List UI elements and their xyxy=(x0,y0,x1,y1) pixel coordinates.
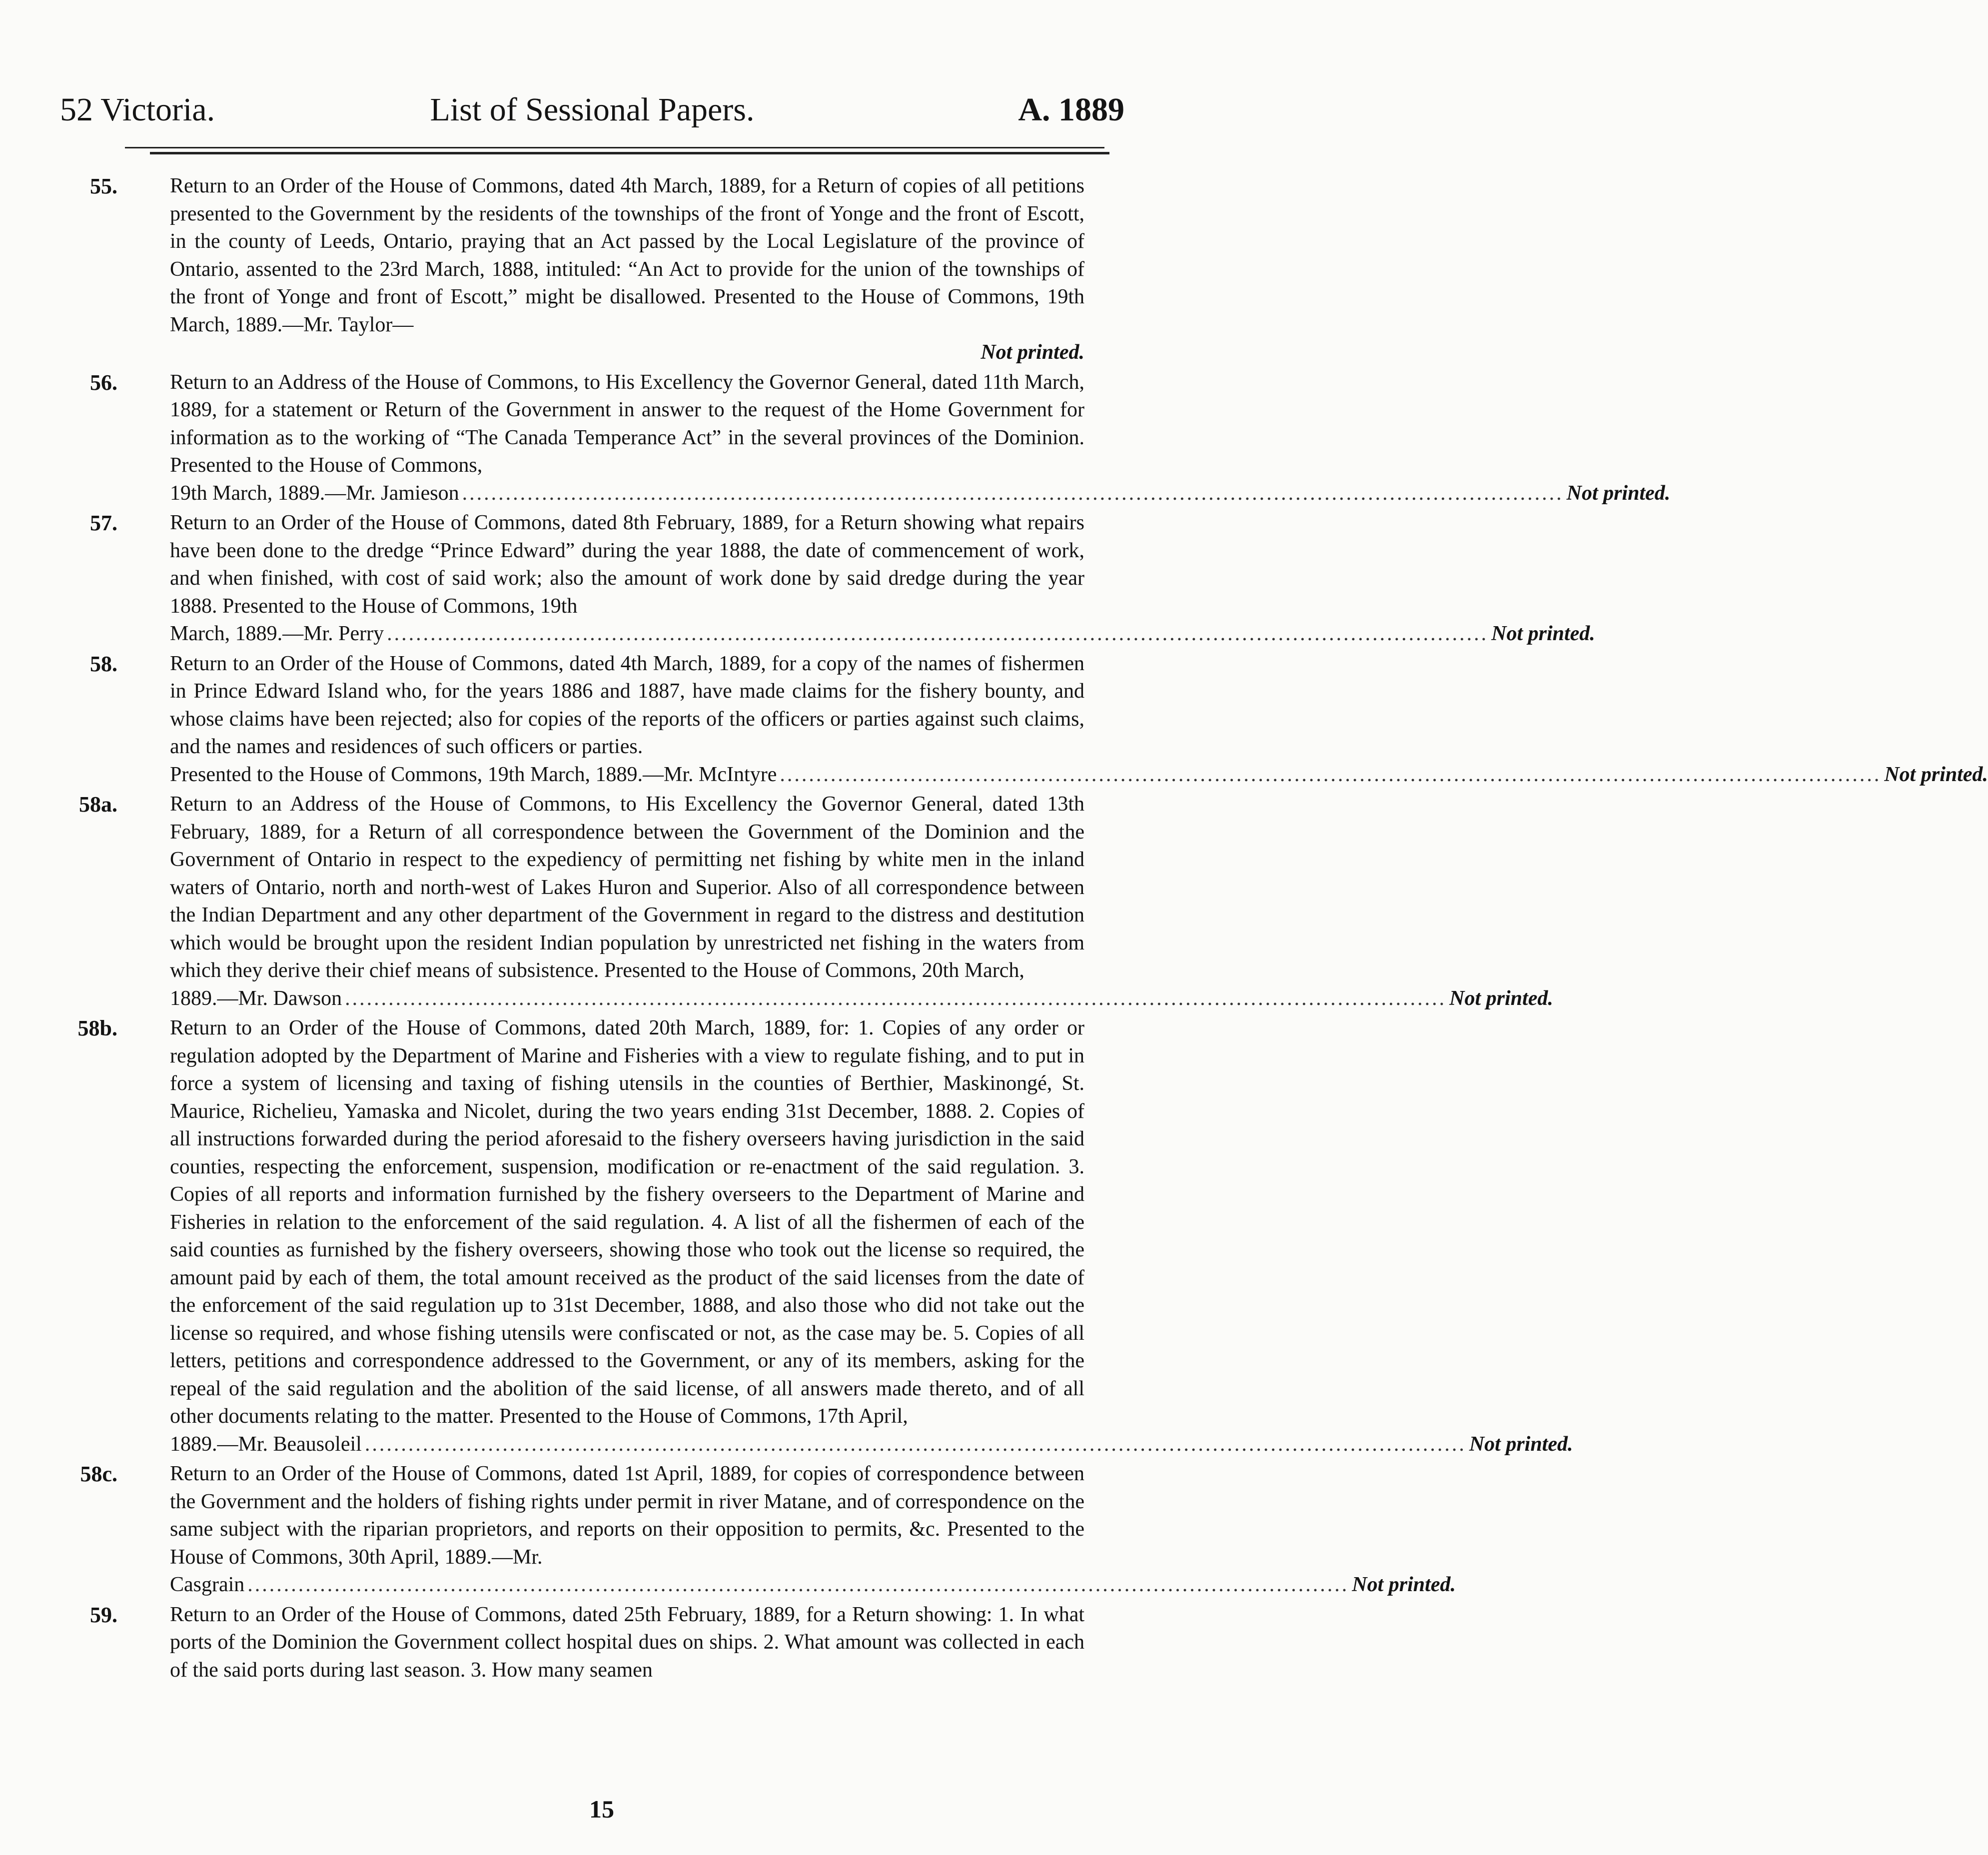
entry-56 xyxy=(90,369,1671,508)
header-year: A. 1889 xyxy=(1018,91,1124,128)
entry-57 xyxy=(90,509,1595,648)
entry-number: 57. xyxy=(90,511,117,535)
dot-leader: ........................................................................................................................................................ xyxy=(462,481,1564,505)
entry-presenter: Presented to the House of Commons, 19th March, 1889.—Mr. McIntyre xyxy=(170,763,777,786)
entry-58 xyxy=(90,650,1988,789)
entry-number: 55. xyxy=(90,174,117,198)
entry-58c xyxy=(80,1460,1456,1599)
entry-number: 58b. xyxy=(77,1016,117,1040)
header-rule-thin xyxy=(125,147,1104,148)
entry-text: Return to an Order of the House of Commons, dated 8th February, 1889, for a Return showing what repairs have been done to the dredge “Prince Edward” during the year 1888, the date of commencement of work, and when finished, with cost of said work; also the amount of work done by said dredge during the year 1888. Presented to the House of Commons, 19th xyxy=(170,511,1084,618)
entry-number: 58. xyxy=(90,651,117,676)
sessional-papers-list xyxy=(77,172,1988,1686)
header-session: 52 Victoria. xyxy=(60,91,215,128)
entry-presenter: 19th March, 1889.—Mr. Jamieson xyxy=(170,481,459,505)
entry-ending xyxy=(170,620,1595,648)
entry-number: 58a. xyxy=(79,792,117,817)
entry-text: Return to an Order of the House of Commons, dated 20th March, 1889, for: 1. Copies of any order or regulation adopted by the Department of Marine and Fisheries with a view to regulate fishing, and to put in force a system of licensing and taxing of fishing utensils in the counties of Berthier, Maskinongé, St. Maurice, Richelieu, Yamaska and Nicolet, during the two years ending 31st December, 1888. 2. Copies of all instructions forwarded during the period aforesaid to the fishery overseers having jurisdiction in the said counties, respecting the enforcement, suspension, modification or re-enactment of the said regulation. 3. Copies of all reports and information furnished by the fishery overseers to the Department of Marine and Fisheries in relation to the enforcement of the said regulation. 4. A list of all the fishermen of each of the said counties as furnished by the fishery overseers, showing those who took out the license so required, the amount paid by each of them, the total amount received as the product of the said licenses from the date of the enforcement of the said regulation up to 31st December, 1888, and also those who did not take out the license so required, and whose fishing utensils were confiscated or not, as the case may be. 5. Copies of all letters, petitions and correspondence addressed to the Government, or any of its members, asking for the repeal of the said regulation and the abolition of the said license, of all answers made thereto, and of all other documents relating to the matter. Presented to the House of Commons, 17th April, xyxy=(170,1016,1084,1428)
entry-status: Not printed. xyxy=(1491,622,1595,645)
entry-status: Not printed. xyxy=(1469,1432,1573,1456)
entry-status: Not printed. xyxy=(1566,481,1671,505)
dot-leader: ........................................................................................................................................................ xyxy=(387,622,1489,645)
entry-text: Return to an Order of the House of Commons, dated 4th March, 1889, for a copy of the names of fishermen in Prince Edward Island who, for the years 1886 and 1887, have made claims for the fishery bounty, and whose claims have been rejected; also for copies of the reports of the officers or parties against such claims, and the names and residences of such officers or parties. xyxy=(170,652,1084,758)
entry-number: 59. xyxy=(90,1602,117,1627)
entry-55 xyxy=(90,172,1084,367)
page-header xyxy=(60,87,1124,132)
dot-leader: ........................................................................................................................................................ xyxy=(780,763,1882,786)
entry-presenter: Casgrain xyxy=(170,1573,245,1596)
page-folio: 15 xyxy=(589,1795,614,1823)
entry-status: Not printed. xyxy=(1884,763,1988,786)
dot-leader: ........................................................................................................................................................ xyxy=(364,1432,1466,1456)
entry-ending xyxy=(170,1571,1456,1599)
entry-text: Return to an Order of the House of Commons, dated 4th March, 1889, for a Return of copies of all petitions presented to the Government by the residents of the townships of the front of Yonge and the front of Escott, in the county of Leeds, Ontario, praying that an Act passed by the Local Legislature of the province of Ontario, assented to the 23rd March, 1888, intituled: “An Act to provide for the union of the townships of the front of Yonge and front of Escott,” might be disallowed. Presented to the House of Commons, 19th March, 1889.—Mr. Taylor— xyxy=(170,174,1084,336)
entry-status: Not printed. xyxy=(981,341,1084,364)
dot-leader: ........................................................................................................................................................ xyxy=(345,986,1447,1010)
header-title: List of Sessional Papers. xyxy=(430,91,755,128)
entry-ending xyxy=(170,761,1988,789)
entry-59 xyxy=(90,1601,1084,1685)
entry-number: 58c. xyxy=(80,1462,117,1486)
dot-leader: ........................................................................................................................................................ xyxy=(247,1573,1349,1596)
entry-text: Return to an Order of the House of Commons, dated 1st April, 1889, for copies of correspondence between the Government and the holders of fishing rights under permit in river Matane, and of correspondence on the same subject with the riparian proprietors, and reports on their opposition to permits, &c. Presented to the House of Commons, 30th April, 1889.—Mr. xyxy=(170,1462,1084,1569)
entry-presenter: March, 1889.—Mr. Perry xyxy=(170,622,384,645)
header-rule-thick xyxy=(150,152,1109,154)
entry-text: Return to an Address of the House of Commons, to His Excellency the Governor General, dated 13th February, 1889, for a Return of all correspondence between the Government of the Dominion and the Government of Ontario in respect to the expediency of permitting net fishing by white men in the inland waters of Ontario, north and north-west of Lakes Huron and Superior. Also of all correspondence between the Indian Department and any other department of the Government in regard to the distress and destitution which would be brought upon the resident Indian population by unrestricted net fishing in the waters from which they derive their chief means of subsistence. Presented to the House of Commons, 20th March, xyxy=(170,793,1084,982)
entry-text: Return to an Order of the House of Commons, dated 25th February, 1889, for a Return showing: 1. In what ports of the Dominion the Government collect hospital dues on ships. 2. What amount was collected in each of the said ports during last season. 3. How many seamen xyxy=(170,1603,1084,1682)
entry-status: Not printed. xyxy=(1449,986,1553,1010)
entry-presenter: 1889.—Mr. Beausoleil xyxy=(170,1432,362,1456)
entry-ending xyxy=(170,480,1671,508)
entry-58b xyxy=(77,1014,1573,1458)
entry-text: Return to an Address of the House of Commons, to His Excellency the Governor General, dated 11th March, 1889, for a statement or Return of the Government in answer to the request of the Home Government for information as to the working of “The Canada Temperance Act” in the several provinces of the Dominion. Presented to the House of Commons, xyxy=(170,370,1084,477)
entry-status: Not printed. xyxy=(1352,1573,1456,1596)
entry-ending xyxy=(170,1431,1573,1459)
entry-58a xyxy=(79,791,1553,1012)
entry-ending xyxy=(170,985,1553,1013)
entry-presenter: 1889.—Mr. Dawson xyxy=(170,986,342,1010)
entry-number: 56. xyxy=(90,370,117,395)
